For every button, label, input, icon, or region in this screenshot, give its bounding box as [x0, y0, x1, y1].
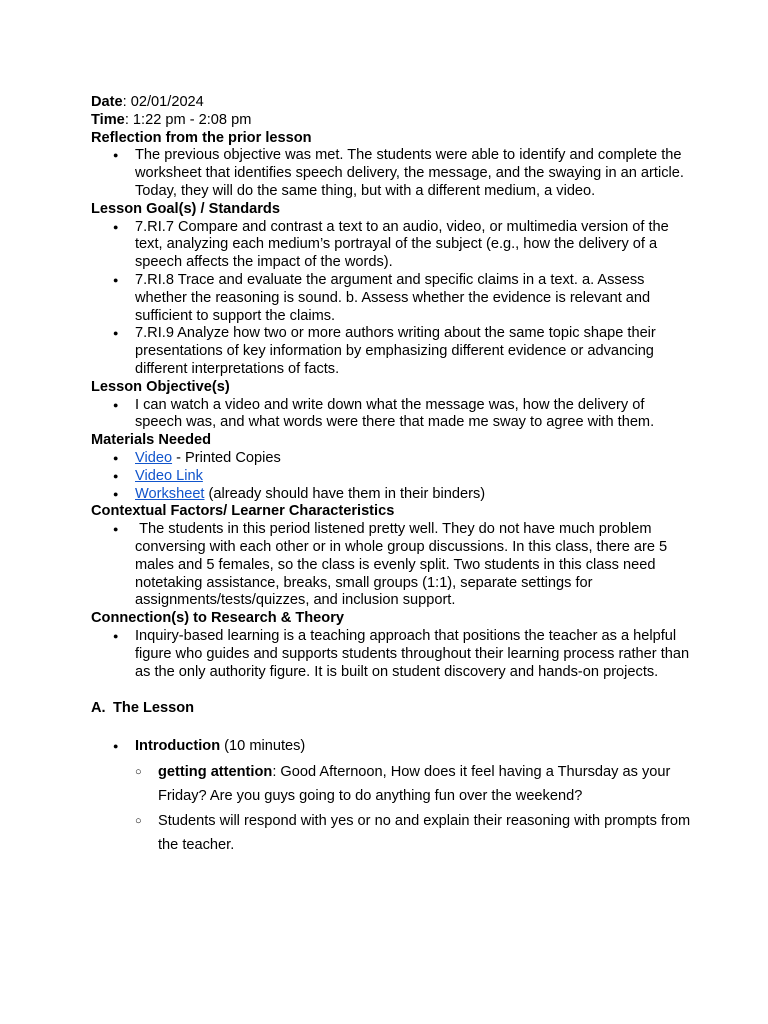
lesson-list	[91, 734, 691, 857]
context-list	[91, 521, 691, 610]
time-line	[91, 112, 691, 130]
lesson-section-heading	[91, 699, 691, 717]
context-item: ● The students in this period listened pretty well. They do not have much problem conversing with each other or in whole group discussions. In this class, there are 5 males and 5 females, so the class is evenly split. Two students in this class need notetaking assistance, breaks, small groups (1:1), separate settings for assignments/tests/quizzes, and inclusion support.	[91, 521, 691, 610]
date-value: : 02/01/2024	[122, 94, 204, 110]
introduction-item	[91, 734, 691, 857]
reflection-list	[91, 147, 691, 200]
sub-item-text: Students will respond with yes or no and explain their reasoning with prompts from the teacher.	[158, 813, 691, 854]
material-item	[91, 486, 691, 504]
lesson-title: The Lesson	[113, 700, 195, 717]
goal-item: ● 7.RI.8 Trace and evaluate the argument and specific claims in a text. a. Assess whether the reasoning is sound. b. Assess whether the evidence is relevant and sufficient to support the claims.	[91, 272, 691, 325]
lesson-letter: A.	[91, 700, 106, 717]
video-link[interactable]: Video	[135, 449, 173, 466]
worksheet-link[interactable]: Worksheet	[135, 485, 205, 502]
objectives-heading: Lesson Objective(s)	[91, 378, 230, 395]
context-heading: Contextual Factors/ Learner Characteristics	[91, 503, 395, 520]
time-value: : 1:22 pm - 2:08 pm	[124, 111, 252, 128]
sub-item-text: : Good Afternoon, How does it feel having a Thursday as your Friday? Are you guys going to do anything fun over the weekend?	[158, 764, 671, 805]
research-list	[91, 628, 691, 681]
material-note: (already should have them in their binders)	[204, 485, 486, 502]
goals-list	[91, 219, 691, 379]
sub-item-student-response	[135, 809, 691, 857]
materials-list	[91, 450, 691, 503]
goal-item: ● 7.RI.7 Compare and contrast a text to an audio, video, or multimedia version of the text, analyzing each medium’s portrayal of the subject (e.g., how the delivery of a speech affects the impact of the words).	[91, 219, 691, 272]
sub-item-label: getting attention	[158, 764, 273, 781]
objective-item: ● I can watch a video and write down what the message was, how the delivery of speech was, and what words were there that made me sway to agree with them.	[91, 397, 691, 433]
research-item: ● Inquiry-based learning is a teaching approach that positions the teacher as a helpful figure who guides and supports students throughout their learning process rather than as the only authority figure. It is built on student discovery and hands-on projects.	[91, 628, 691, 681]
introduction-time: (10 minutes)	[220, 738, 306, 755]
sub-item-getting-attention	[135, 760, 691, 808]
goal-item: ● 7.RI.9 Analyze how two or more authors writing about the same topic shape their presentations of key information by emphasizing different evidence or advancing different interpretations of facts.	[91, 325, 691, 378]
reflection-item: ● The previous objective was met. The students were able to identify and complete the worksheet that identifies speech delivery, the message, and the swaying in an article. Today, they will do the same thing, but with a different medium, a video.	[91, 147, 691, 200]
goals-heading: Lesson Goal(s) / Standards	[91, 200, 280, 217]
material-note: - Printed Copies	[172, 449, 281, 466]
time-label: Time	[91, 111, 125, 128]
lesson-plan-document	[91, 94, 691, 858]
date-line	[91, 94, 691, 112]
material-item	[91, 450, 691, 468]
introduction-sublist	[135, 760, 691, 857]
objectives-list	[91, 397, 691, 433]
introduction-label: Introduction	[135, 738, 221, 755]
research-heading: Connection(s) to Research & Theory	[91, 610, 344, 627]
date-label: Date	[91, 94, 123, 110]
reflection-heading: Reflection from the prior lesson	[91, 129, 312, 146]
materials-heading: Materials Needed	[91, 432, 212, 449]
video-link-link[interactable]: Video Link	[135, 467, 203, 484]
material-item	[91, 468, 691, 486]
